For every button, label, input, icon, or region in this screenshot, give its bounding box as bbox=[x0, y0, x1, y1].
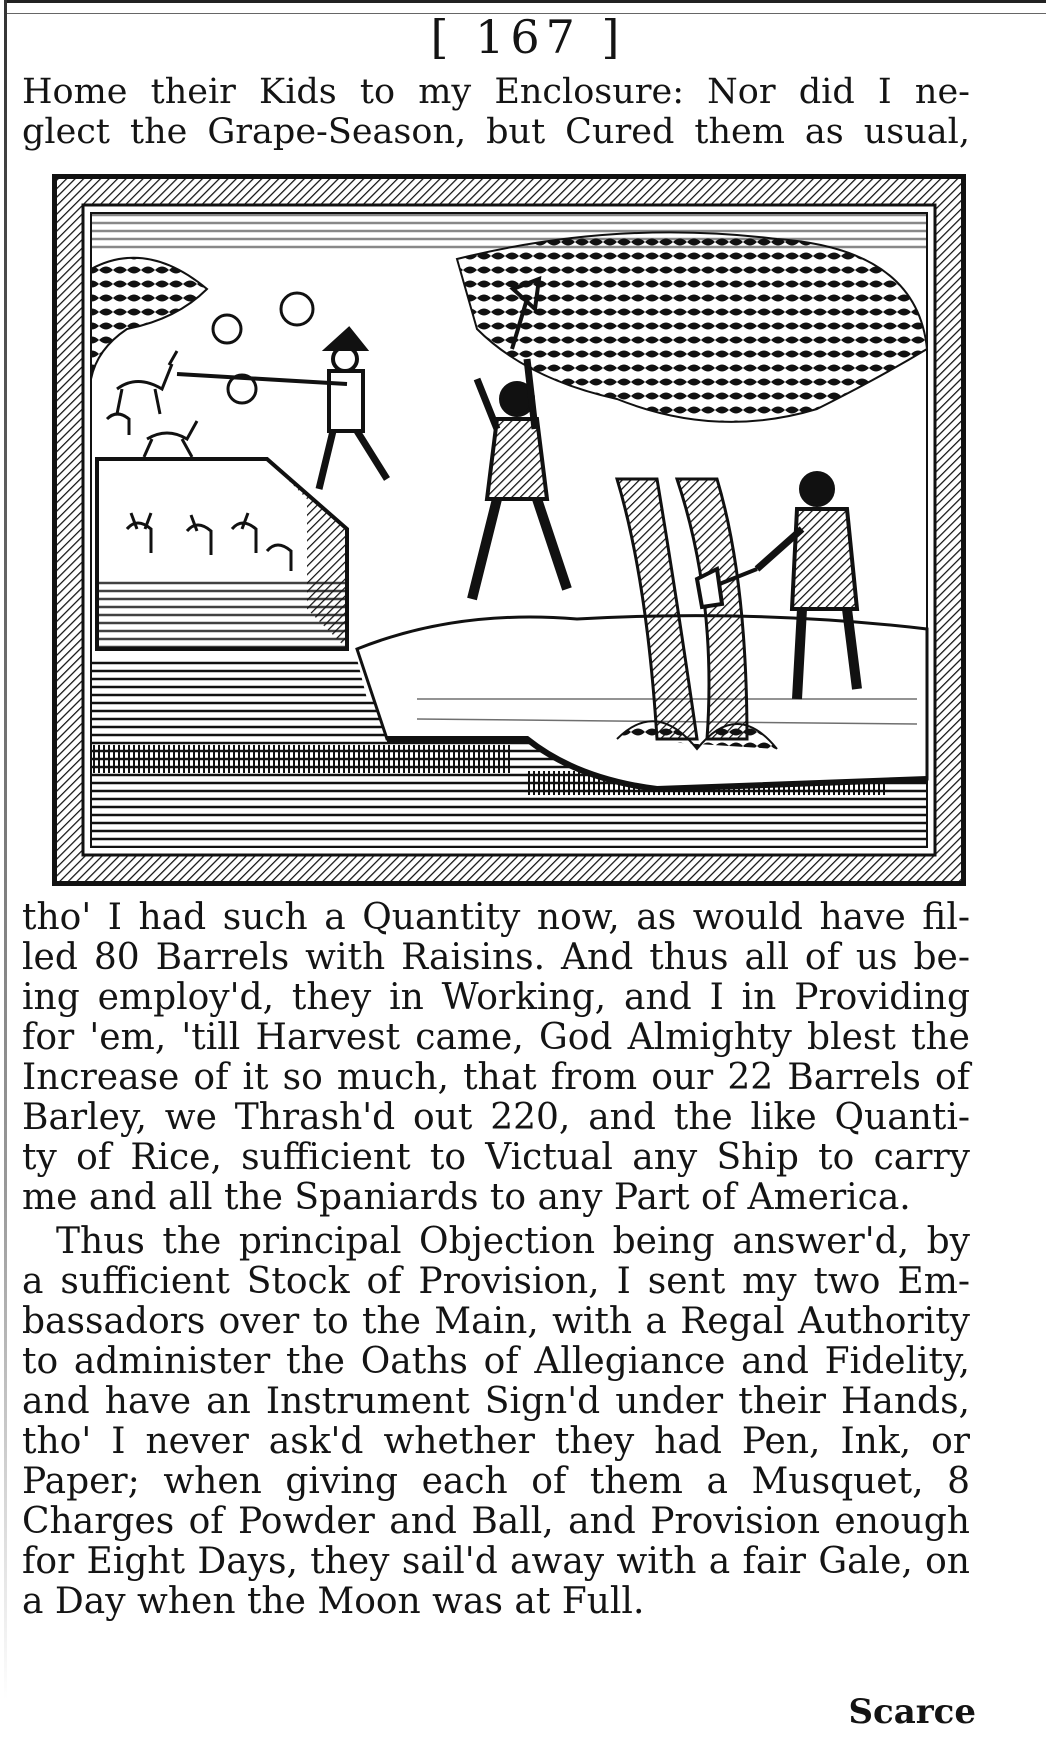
text-line: Barley, we Thrash'd out 220, and the like Quanti- bbox=[22, 1097, 970, 1138]
text-line: and have an Instrument Sign'd under their Hands, bbox=[22, 1381, 970, 1422]
text-line: Home their Kids to my Enclosure: Nor did I ne- bbox=[22, 72, 970, 112]
text-line: for Eight Days, they sail'd away with a fair Gale, on bbox=[22, 1541, 970, 1582]
text-line: Charges of Powder and Ball, and Provision enough bbox=[22, 1501, 970, 1542]
text-line: glect the Grape-Season, but Cured them as usual, bbox=[22, 112, 970, 152]
text-line: Increase of it so much, that from our 22 Barrels of bbox=[22, 1057, 970, 1098]
text-line: bassadors over to the Main, with a Regal Authority bbox=[22, 1301, 970, 1342]
text-line: me and all the Spaniards to any Part of America. bbox=[22, 1177, 911, 1218]
page-left-edge bbox=[4, 0, 7, 1700]
catchword: Scarce bbox=[848, 1692, 976, 1732]
text-line: led 80 Barrels with Raisins. And thus all of us be- bbox=[22, 937, 970, 978]
text-line: tho' I never ask'd whether they had Pen, Ink, or bbox=[22, 1421, 970, 1462]
text-line: a sufficient Stock of Provision, I sent my two Em- bbox=[22, 1261, 970, 1302]
text-line: Paper; when giving each of them a Musquet, 8 bbox=[22, 1461, 970, 1502]
text-line: for 'em, 'till Harvest came, God Almighty blest the bbox=[22, 1017, 970, 1058]
woodcut-drawing bbox=[57, 179, 961, 881]
text-line: a Day when the Moon was at Full. bbox=[22, 1581, 645, 1622]
text-line: ty of Rice, sufficient to Victual any Ship to carry bbox=[22, 1137, 970, 1178]
text-line: tho' I had such a Quantity now, as would have fil- bbox=[22, 897, 970, 938]
text-line: Thus the principal Objection being answer'd, by bbox=[56, 1221, 970, 1262]
page-number: [ 167 ] bbox=[430, 10, 626, 64]
text-line: to administer the Oaths of Allegiance and Fidelity, bbox=[22, 1341, 970, 1382]
woodcut-illustration bbox=[52, 174, 966, 886]
text-line: ing employ'd, they in Working, and I in Providing bbox=[22, 977, 970, 1018]
